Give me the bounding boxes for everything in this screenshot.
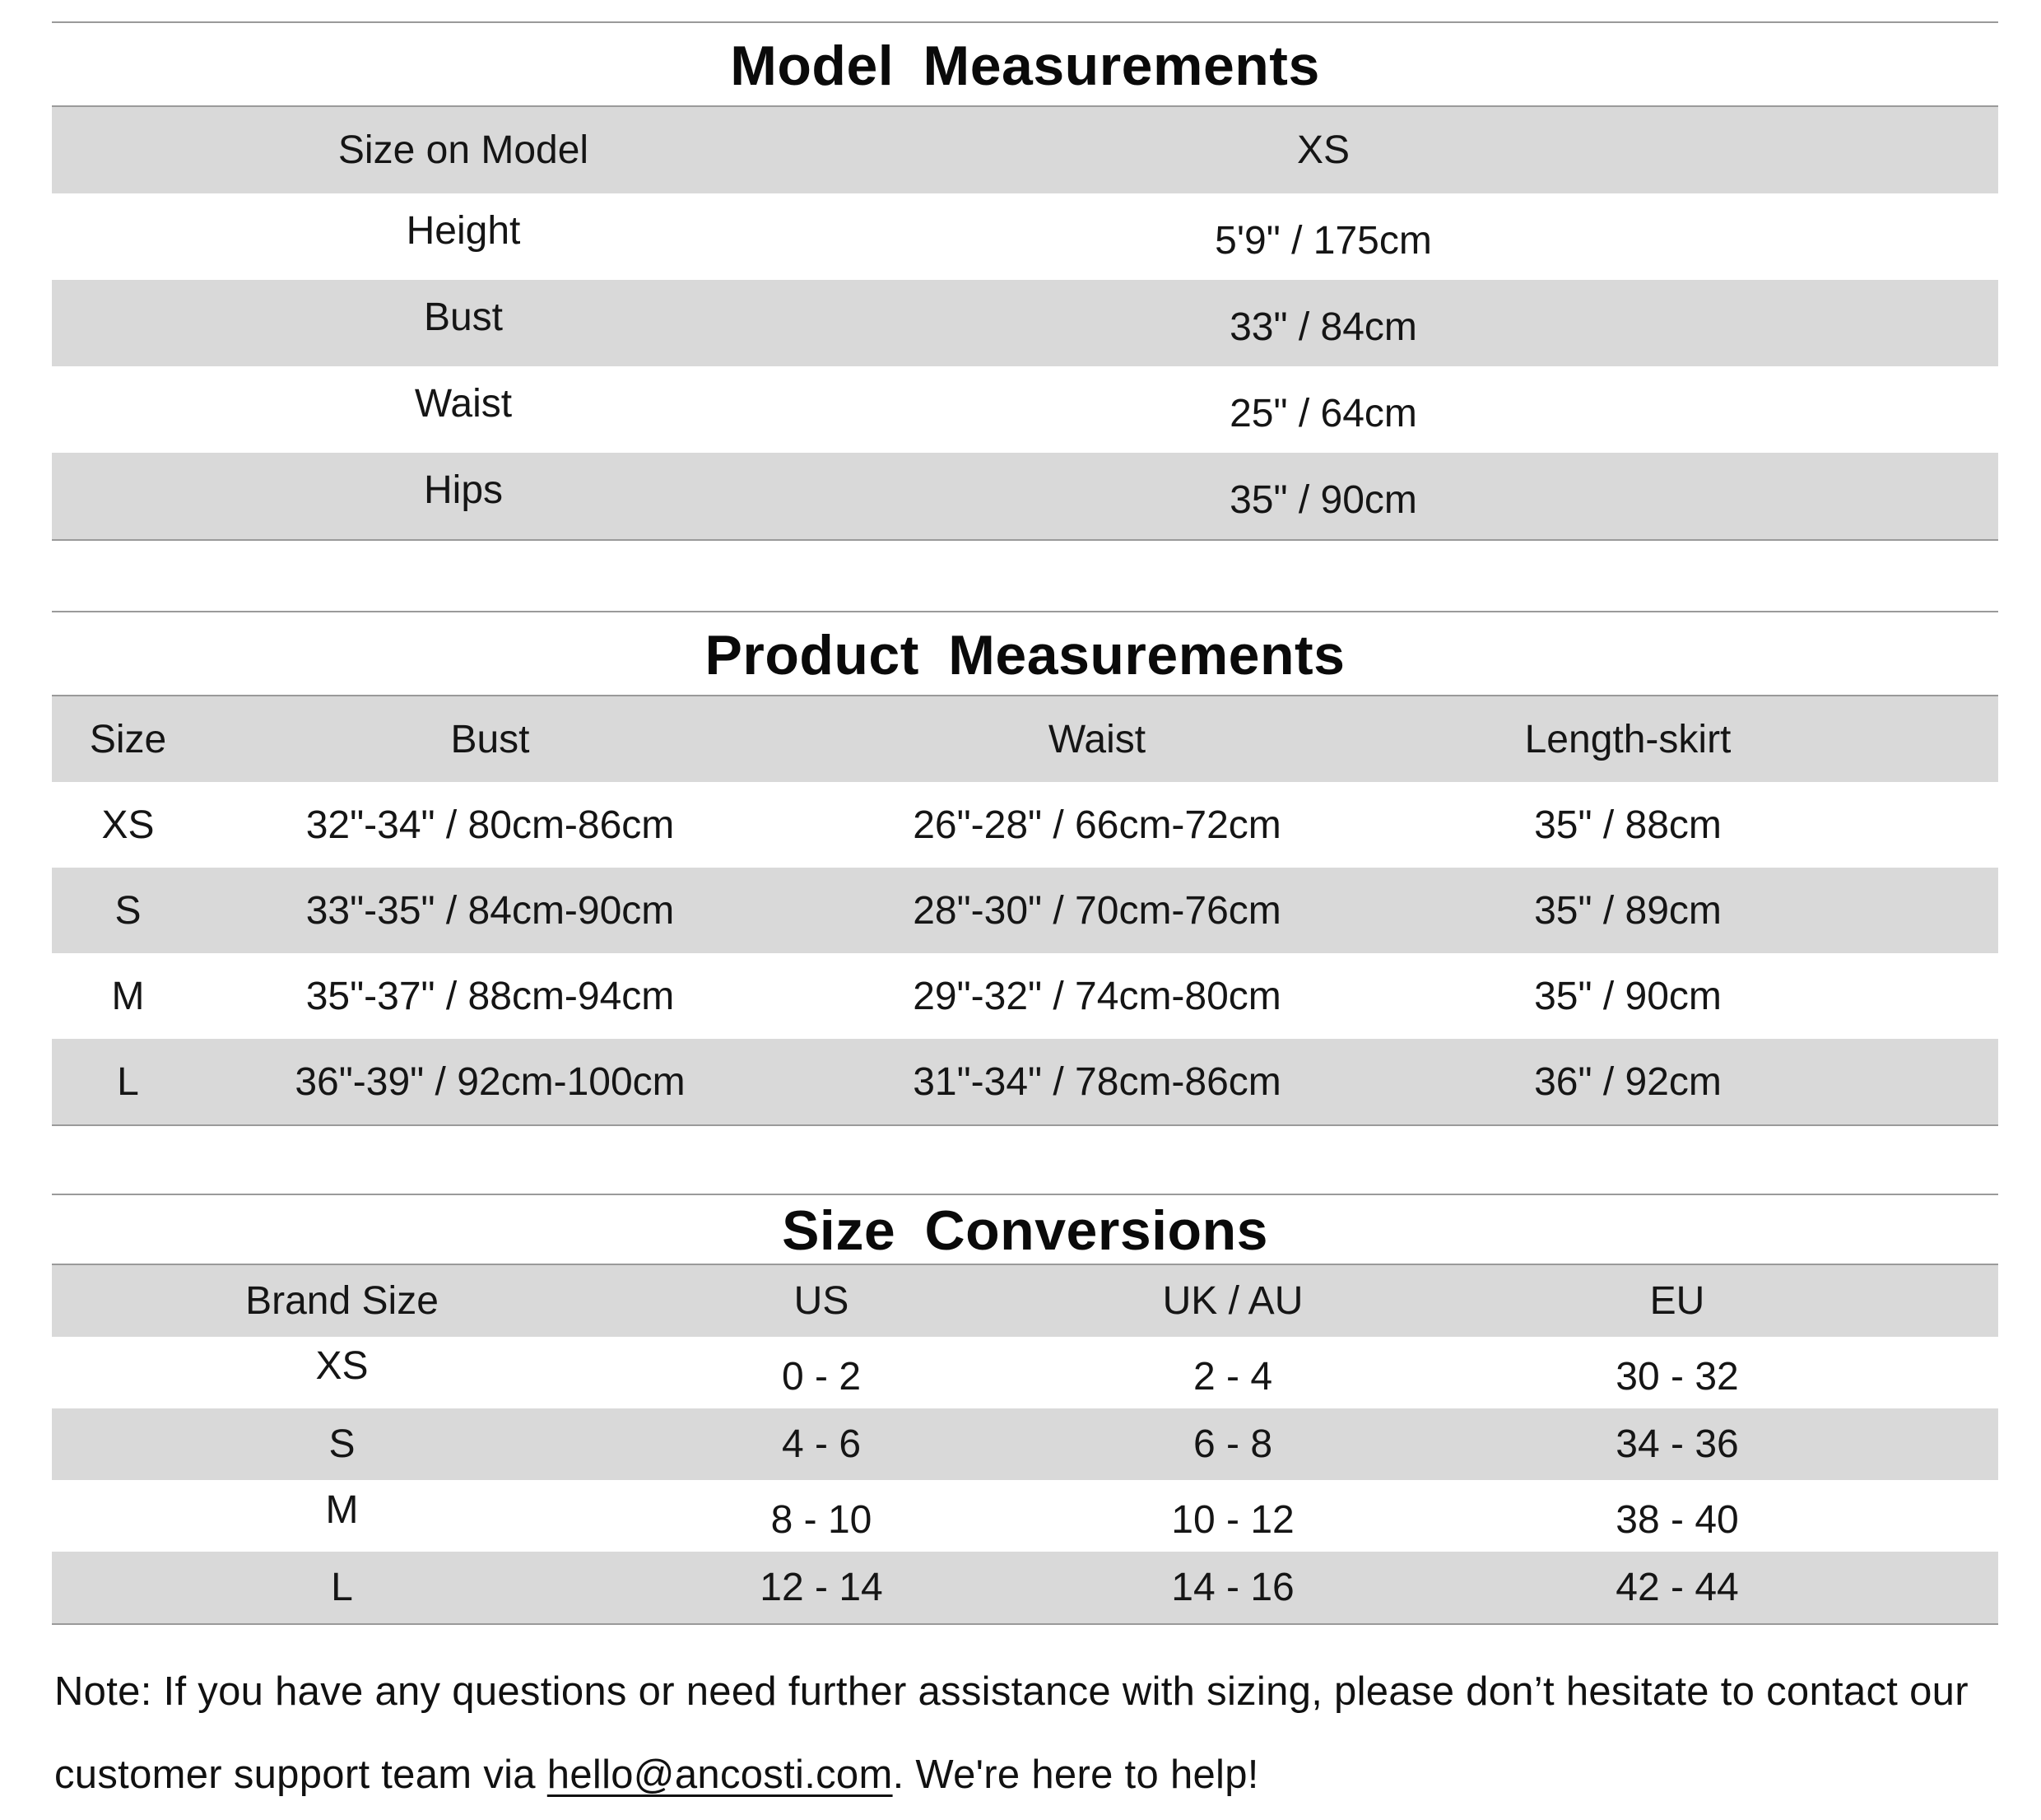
brand-size-cell: S bbox=[328, 1422, 356, 1466]
product-size-cell: XS bbox=[101, 803, 155, 847]
product-measurements-section bbox=[52, 611, 1998, 1129]
product-length-cell: 35" / 90cm bbox=[1534, 974, 1722, 1018]
uk-au-size-cell: 14 - 16 bbox=[1171, 1566, 1295, 1609]
table-row bbox=[52, 868, 1998, 953]
column-header: US bbox=[793, 1279, 849, 1323]
model-label: Size on Model bbox=[337, 128, 589, 172]
eu-size-cell: 42 - 44 bbox=[1616, 1566, 1739, 1609]
column-header: Size bbox=[89, 717, 167, 761]
product-top-divider bbox=[52, 611, 1998, 612]
table-row bbox=[52, 1480, 1998, 1552]
size-conversions-title: Size Conversions bbox=[782, 1199, 1268, 1262]
product-length-cell: 36" / 92cm bbox=[1534, 1059, 1722, 1104]
conversions-bottom-divider bbox=[52, 1623, 1998, 1625]
product-size-cell: M bbox=[111, 974, 145, 1018]
column-header: UK / AU bbox=[1162, 1279, 1304, 1323]
product-size-cell: S bbox=[114, 888, 142, 933]
brand-size-cell: M bbox=[325, 1488, 359, 1532]
table-row bbox=[52, 782, 1998, 868]
column-header: Brand Size bbox=[245, 1279, 439, 1323]
table-header-row bbox=[52, 696, 1998, 782]
column-header: Waist bbox=[1048, 717, 1146, 761]
column-header: Bust bbox=[450, 717, 530, 761]
us-size-cell: 12 - 14 bbox=[760, 1566, 883, 1609]
model-value: 5'9" / 175cm bbox=[1215, 219, 1432, 263]
table-row bbox=[52, 366, 1998, 453]
table-row bbox=[52, 1552, 1998, 1623]
eu-size-cell: 30 - 32 bbox=[1616, 1355, 1739, 1399]
us-size-cell: 8 - 10 bbox=[770, 1498, 872, 1542]
note-text: Note: If you have any questions or need further assistance with sizing, please don’t hesitate to contact our customer support team via bbox=[54, 1669, 1969, 1797]
us-size-cell: 0 - 2 bbox=[781, 1355, 862, 1399]
product-length-cell: 35" / 89cm bbox=[1534, 888, 1722, 933]
product-waist-cell: 29"-32" / 74cm-80cm bbox=[913, 974, 1281, 1018]
model-value: 25" / 64cm bbox=[1230, 392, 1417, 435]
size-conversions-section bbox=[52, 1194, 1998, 1630]
product-waist-cell: 31"-34" / 78cm-86cm bbox=[913, 1059, 1281, 1104]
eu-size-cell: 38 - 40 bbox=[1616, 1498, 1739, 1542]
uk-au-size-cell: 2 - 4 bbox=[1193, 1355, 1273, 1399]
product-waist-cell: 26"-28" / 66cm-72cm bbox=[913, 803, 1281, 847]
table-header-row bbox=[52, 1265, 1998, 1337]
uk-au-size-cell: 10 - 12 bbox=[1171, 1498, 1295, 1542]
model-label: Hips bbox=[423, 468, 504, 512]
note-suffix: . We're here to help! bbox=[892, 1753, 1259, 1797]
model-label: Height bbox=[406, 209, 521, 253]
model-measurements-section bbox=[52, 0, 1998, 543]
table-row bbox=[52, 953, 1998, 1039]
table-row bbox=[52, 1039, 1998, 1124]
product-bust-cell: 32"-34" / 80cm-86cm bbox=[305, 803, 675, 847]
eu-size-cell: 34 - 36 bbox=[1616, 1422, 1739, 1466]
brand-size-cell: L bbox=[331, 1566, 353, 1609]
brand-size-cell: XS bbox=[315, 1344, 369, 1388]
model-label: Bust bbox=[423, 296, 504, 339]
table-row bbox=[52, 1408, 1998, 1480]
uk-au-size-cell: 6 - 8 bbox=[1193, 1422, 1273, 1466]
model-label: Waist bbox=[414, 382, 513, 426]
product-bust-cell: 33"-35" / 84cm-90cm bbox=[305, 888, 675, 933]
product-bust-cell: 35"-37" / 88cm-94cm bbox=[305, 974, 675, 1018]
product-bottom-divider bbox=[52, 1124, 1998, 1126]
model-measurements-title: Model Measurements bbox=[730, 35, 1320, 97]
model-value: 35" / 90cm bbox=[1230, 478, 1417, 522]
table-row bbox=[52, 1337, 1998, 1408]
product-size-cell: L bbox=[117, 1059, 139, 1104]
support-email-link[interactable]: hello@ancosti.com bbox=[546, 1753, 893, 1797]
product-measurements-title: Product Measurements bbox=[704, 624, 1346, 687]
column-header: EU bbox=[1649, 1279, 1705, 1323]
us-size-cell: 4 - 6 bbox=[781, 1422, 862, 1466]
sizing-note bbox=[54, 1650, 2005, 1817]
table-row bbox=[52, 453, 1998, 539]
table-row bbox=[52, 193, 1998, 280]
model-bottom-divider bbox=[52, 539, 1998, 541]
table-row bbox=[52, 107, 1998, 193]
model-value: 33" / 84cm bbox=[1230, 305, 1417, 349]
model-top-divider bbox=[52, 21, 1998, 23]
table-row bbox=[52, 280, 1998, 366]
model-value: XS bbox=[1296, 128, 1351, 172]
product-waist-cell: 28"-30" / 70cm-76cm bbox=[913, 888, 1281, 933]
product-length-cell: 35" / 88cm bbox=[1534, 803, 1722, 847]
column-header: Length-skirt bbox=[1524, 717, 1732, 761]
conversions-top-divider bbox=[52, 1194, 1998, 1195]
product-bust-cell: 36"-39" / 92cm-100cm bbox=[295, 1059, 686, 1104]
